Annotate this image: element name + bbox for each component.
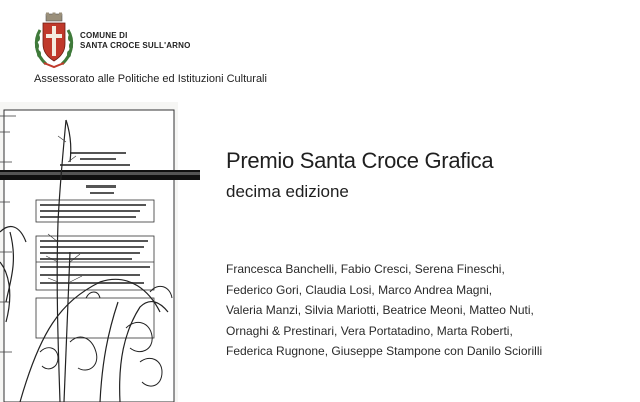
page-title: Premio Santa Croce Grafica (226, 148, 494, 173)
artists-line: Federica Rugnone, Giuseppe Stampone con Danilo Sciorilli (226, 344, 543, 358)
artists-list (226, 259, 636, 362)
comune-name-line2: SANTA CROCE SULL'ARNO (80, 41, 191, 50)
artists-line: Federico Gori, Claudia Losi, Marco Andrea Magni, (226, 282, 493, 297)
header (32, 12, 352, 92)
edition-subtitle: decima edizione (226, 182, 349, 201)
artists-line: Francesca Banchelli, Fabio Cresci, Serena Fineschi, (226, 262, 505, 276)
artists-line: Valeria Manzi, Silvia Mariotti, Beatrice Meoni, Matteo Nuti, (226, 303, 534, 317)
city-crest-icon (32, 12, 76, 70)
artwork-image (0, 102, 200, 402)
artists-line: Ornaghi & Prestinari, Vera Portatadino, Marta Roberti, (226, 323, 513, 338)
assessorato-label: Assessorato alle Politiche ed Istituzioni Culturali (34, 73, 267, 85)
comune-name-line1: COMUNE DI (80, 31, 128, 40)
